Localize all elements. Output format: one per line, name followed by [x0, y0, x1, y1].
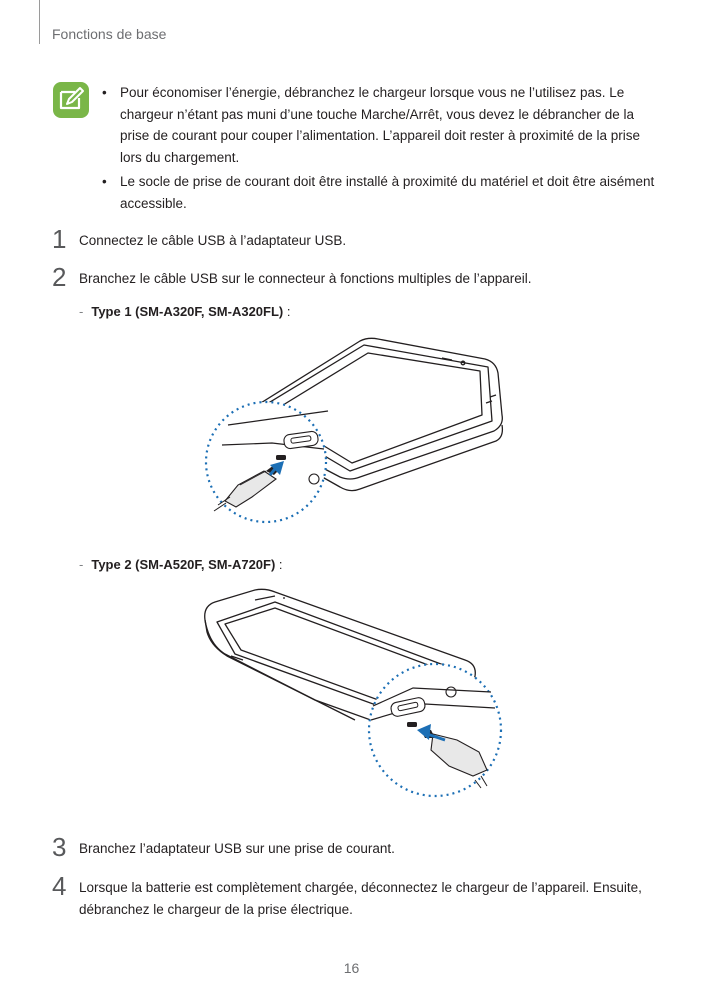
- type-name: Type 2 (SM-A520F, SM-A720F): [91, 557, 276, 572]
- dash: -: [79, 304, 84, 319]
- step-number: 4: [52, 871, 67, 901]
- step-text: Connectez le câble USB à l’adaptateur USB.: [79, 233, 347, 248]
- note-bullet-list: [102, 82, 662, 217]
- note-bullet-text: Le socle de prise de courant doit être installé à proximité du matériel et doit être aisément accessible.: [120, 174, 655, 211]
- step-number: 3: [52, 832, 67, 862]
- note-bullet: [102, 171, 662, 214]
- type-2-illustration: [195, 580, 505, 820]
- header-rule: [39, 0, 40, 44]
- pencil-note-icon: [53, 82, 89, 118]
- page-number: 16: [343, 960, 360, 976]
- note-bullet: [102, 82, 662, 168]
- type-1-label: [79, 304, 291, 319]
- type-suffix: :: [283, 304, 291, 319]
- step-text: Branchez l’adaptateur USB sur une prise de courant.: [79, 841, 395, 856]
- step-number: 2: [52, 262, 67, 292]
- type-suffix: :: [275, 557, 283, 572]
- step-text: Lorsque la batterie est complètement chargée, déconnectez le chargeur de l’appareil. Ensuite, débranchez le chargeur de la prise électrique.: [79, 880, 642, 917]
- section-title: Fonctions de base: [52, 26, 167, 42]
- bullet-dot: •: [102, 174, 107, 189]
- note-bullet-text: Pour économiser l’énergie, débranchez le chargeur lorsque vous ne l’utilisez pas. Le chargeur n’étant pas muni d’une touche Marche/Arrêt, vous devez le débrancher de la prise de courant pour couper l’alimentation. L’appareil doit rester à proximité de la prise lors du chargement.: [120, 85, 641, 165]
- type-2-label: [79, 557, 283, 572]
- bullet-dot: •: [102, 85, 107, 100]
- step-text: Branchez le câble USB sur le connecteur à fonctions multiples de l’appareil.: [79, 271, 532, 286]
- type-1-illustration: [200, 325, 510, 530]
- dash: -: [79, 557, 84, 572]
- step-number: 1: [52, 224, 67, 254]
- type-name: Type 1 (SM-A320F, SM-A320FL): [91, 304, 284, 319]
